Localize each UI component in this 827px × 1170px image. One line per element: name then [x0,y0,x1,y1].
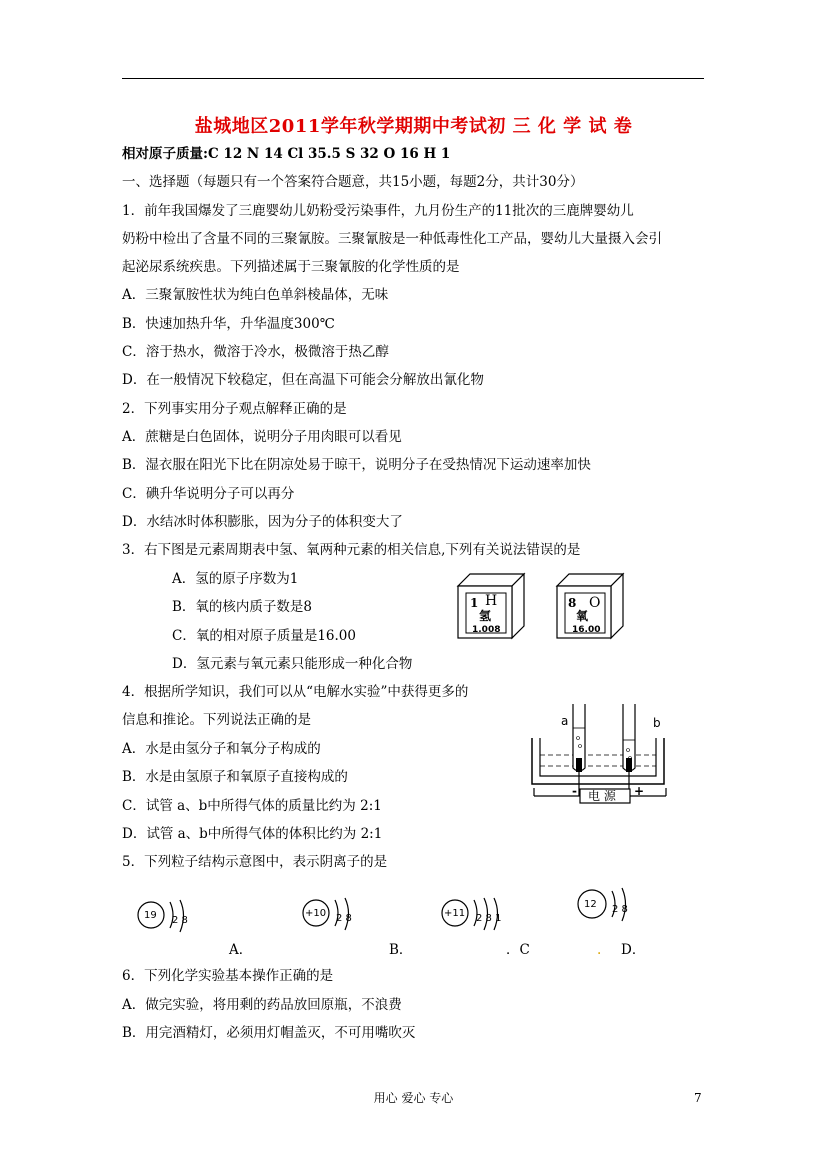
q3-option-a: A．氢的原子序数为1 [172,571,299,587]
q1-option-a: A．三聚氰胺性状为纯白色单斜棱晶体，无味 [122,287,389,303]
atomic-mass-line: 相对原子质量:C 12 N 14 Cl 35.5 S 32 O 16 H 1 [122,146,451,162]
atom-c-nucleus: +11 [444,908,466,919]
q5-label-d: D． [621,942,646,958]
oxygen-symbol: O [589,595,601,611]
q4-option-c: C．试管 a、b中所得气体的质量比约为 2:1 [122,798,382,814]
q2-option-d: D．水结冰时体积膨胀，因为分子的体积变大了 [122,514,403,530]
header-rule [122,78,704,79]
hydrogen-number: 1 [470,596,479,610]
q2-option-c: C．碘升华说明分子可以再分 [122,486,295,502]
q3-stem: 3．右下图是元素周期表中氢、氧两种元素的相关信息,下列有关说法错误的是 [122,542,581,558]
q4-option-b: B．水是由氢原子和氧原子直接构成的 [122,769,348,785]
atom-b-shells: 2 8 [336,913,352,924]
tube-b-label: b [653,716,661,730]
power-source-label: 电 源 [588,789,616,803]
q5-label-a: A． [229,942,253,958]
atom-b-nucleus: +10 [305,908,327,919]
q4-option-a: A．水是由氢分子和氧分子构成的 [122,741,321,757]
q1-option-c: C．溶于热水，微溶于冷水，极微溶于热乙醇 [122,344,389,360]
atom-a-shells: 2 8 [172,915,188,926]
q6-stem: 6．下列化学实验基本操作正确的是 [122,968,334,984]
page-number: 7 [694,1091,702,1105]
q1-stem-1: 1．前年我国爆发了三鹿婴幼儿奶粉受污染事件，九月份生产的11批次的三鹿牌婴幼儿 [122,203,634,219]
q5-label-b: B． [389,942,413,958]
q1-option-d: D．在一般情况下较稳定，但在高温下可能会分解放出氰化物 [122,372,484,388]
exam-title: 盐城地区2011学年秋学期期中考试初 三 化 学 试 卷 [194,116,633,137]
q3-option-d: D．氢元素与氧元素只能形成一种化合物 [172,656,413,672]
section-heading: 一、选择题（每题只有一个答案符合题意，共15小题，每题2分，共计30分） [122,174,584,190]
q6-option-b: B．用完酒精灯，必须用灯帽盖灭，不可用嘴吹灭 [122,1025,416,1041]
atom-d-nucleus: 12 [584,899,597,910]
q3-option-b: B．氧的核内质子数是8 [172,599,313,615]
q1-stem-3: 起泌尿系统疾患。下列描述属于三聚氰胺的化学性质的是 [122,259,460,275]
q2-option-b: B．湿衣服在阳光下比在阴凉处易于晾干，说明分子在受热情况下运动速率加快 [122,457,591,473]
hydrogen-symbol: H [485,593,498,609]
q5-stray-dot: . [597,942,602,958]
q1-option-b: B．快速加热升华，升华温度300℃ [122,316,335,332]
tube-a-label: a [561,714,569,728]
q4-option-d: D．试管 a、b中所得气体的体积比约为 2:1 [122,826,383,842]
q2-stem: 2．下列事实用分子观点解释正确的是 [122,401,347,417]
q5-stem: 5．下列粒子结构示意图中，表示阴离子的是 [122,854,388,870]
q3-option-c: C．氧的相对原子质量是16.00 [172,628,356,644]
q1-stem-2: 奶粉中检出了含量不同的三聚氰胺。三聚氰胺是一种低毒性化工产品，婴幼儿大量摄入会引 [122,231,662,247]
q6-option-a: A．做完实验，将用剩的药品放回原瓶，不浪费 [122,997,402,1013]
power-plus-sign: + [634,784,645,798]
hydrogen-mass: 1.008 [472,625,501,635]
q4-stem-2: 信息和推论。下列说法正确的是 [122,712,311,728]
atom-a-nucleus: 19 [144,910,157,921]
oxygen-name: 氧 [576,609,589,623]
q4-stem-1: 4．根据所学知识，我们可以从“电解水实验”中获得更多的 [122,684,469,700]
page-footer: 用心 爱心 专心 [373,1091,454,1105]
oxygen-mass: 16.00 [572,625,601,635]
atom-c-shells: 2 8 1 [476,913,502,924]
q2-option-a: A．蔗糖是白色固体，说明分子用肉眼可以看见 [122,429,402,445]
q5-label-c: ．C [506,942,530,958]
atom-d-shells: 2 8 [612,904,628,915]
power-minus-sign: - [572,784,577,798]
oxygen-number: 8 [568,596,577,610]
hydrogen-name: 氢 [479,609,492,623]
